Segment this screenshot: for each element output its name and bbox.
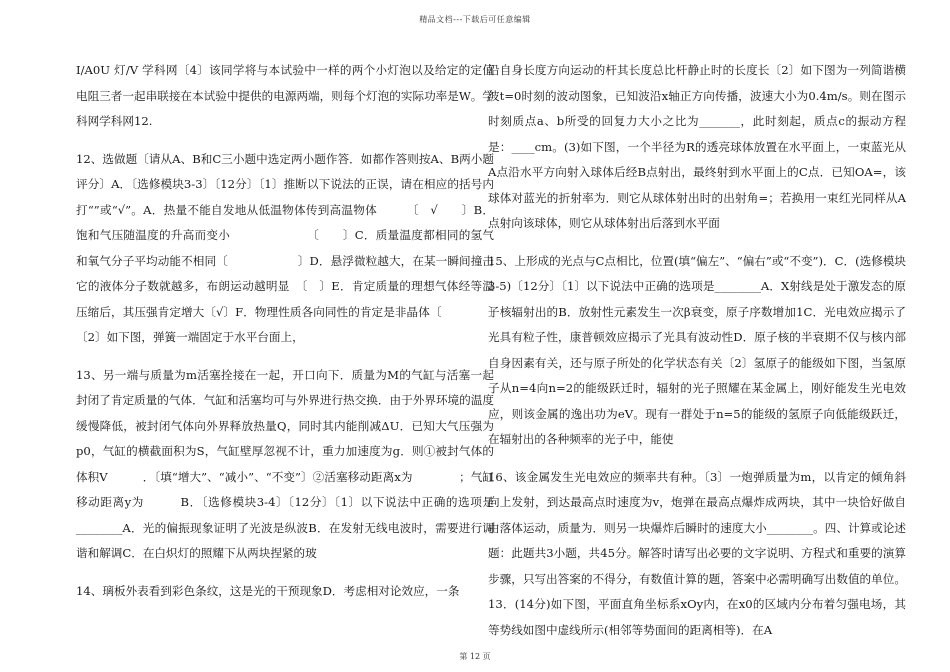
paragraph: 15、上形成的光点与C点相比，位置(填“偏左”、“偏右”或“不变”)．C．(选修模块3-5)〔12分〕〔1〕以下说法中正确的选项是________A．X射线是处于激发态的原子核辐射出的B．放射性元素发生一次β衰变，原子序数增加1C．光电效应揭示了光具有粒子性，康普顿效应揭示了光具有波动性D．原子核的半衰期不仅与核内部自身因素有关，还与原子所处的化学状态有关〔2〕氢原子的能级如下图，当氢原子从n=4向n=2的能级跃迁时，辐射的光子照耀在某金属上，刚好能发生光电效应，则该金属的逸出功为eV。现有一群处于n=5的能级的氢原子向低能级跃迁，在辐射出的各种频率的光子中，能使 [488,253,906,446]
right-column [488,58,906,643]
paragraph: 13、另一端与质量为m活塞拴接在一起，开口向下．质量为M的气缸与活塞一起封闭了肯定质量的气体．气缸和活塞均可与外界进行热交换．由于外界环境的温度缓慢降低，被封闭气体向外界释放热量Q，同时其内能削减ΔU．已知大气压强为p0，气缸的横截面积为S，气缸壁厚忽视不计，重力加速度为g．则①被封气体的体积V ．〔填“增大”、“减小”、“不变”〕②活塞移动距离x为 ；气缸移动距离y为 B．〔选修模块3-4〕〔12分〕〔1〕以下说法中正确的选项是________A．光的偏振现象证明了光波是纵波B．在发射无线电波时，需要进行调谐和解调C．在白炽灯的照耀下从两块捏紧的玻 [76,367,494,560]
paragraph: I/A0U 灯/V 学科网〔4〕该同学将与本试验中一样的两个小灯泡以及给定的定值电阻三者一起串联接在本试验中提供的电源两端，则每个灯泡的实际功率是W。学科网学科网12. [76,63,494,128]
paragraph: 16、该金属发生光电效应的频率共有种。〔3〕一炮弹质量为m，以肯定的倾角斜向上发射，到达最高点时速度为v，炮弹在最高点爆炸成两块，其中一块恰好做自由落体运动，质量为．则另一块爆炸后瞬时的速度大小________。四、计算或论述题：此题共3小题，共45分。解答时请写出必要的文字说明、方程式和重要的演算步骤，只写出答案的不得分，有数值计算的题，答案中必需明确写出数值的单位。13．(14分)如下图，平面直角坐标系xOy内，在x0的区域内分布着匀强电场，其等势线如图中虚线所示(相邻等势面间的距离相等)．在A [488,469,906,637]
page-header: 精品文档---下载后可任意编辑 [419,15,531,24]
paragraph: 沿自身长度方向运动的杆其长度总比杆静止时的长度长〔2〕如下图为一列简谐横波t=0时刻的波动图象，已知波沿x轴正方向传播，波速大小为0.4m/s。则在图示时刻质点a、b所受的回复力大小之比为_______，此时刻起，质点c的振动方程是：____cm。(3)如下图，一个半径为R的透亮球体放置在水平面上，一束蓝光从A点沿水平方向射入球体后经B点射出，最终射到水平面上的C点．已知OA=，该球体对蓝光的折射率为．则它从球体射出时的出射角=；若换用一束红光同样从A点射向该球体，则它从球体射出后落到水平面 [488,63,906,230]
left-column [76,58,494,604]
paragraph: 14、璃板外表看到彩色条纹，这是光的干预现象D．考虑相对论效应，一条 [76,583,460,598]
page-footer: 第 12 页 [459,652,491,661]
paragraph: 12、选做题〔请从A、B和C三小题中选定两小题作答．如都作答则按A、B两小题评分〕A．〔选修模块3-3〕〔12分〕〔1〕推断以下说法的正误，请在相应的括号内打“”或“√”。A．热量不能自发地从低温物体传到高温物体 〔 √ 〕B．饱和气压随温度的升高而变小 〔 〕C．质量温度都相同的氢气和氧气分子平均动能不相同〔 〕D．悬浮微粒越大，在某一瞬间撞击它的液体分子数就越多，布朗运动越明显 〔 〕E．肯定质量的理想气体经等温压缩后，其压强肯定增大〔√〕F．物理性质各向同性的肯定是非晶体〔 〕〔2〕如下图，弹簧一端固定于水平台面上， [76,151,494,344]
